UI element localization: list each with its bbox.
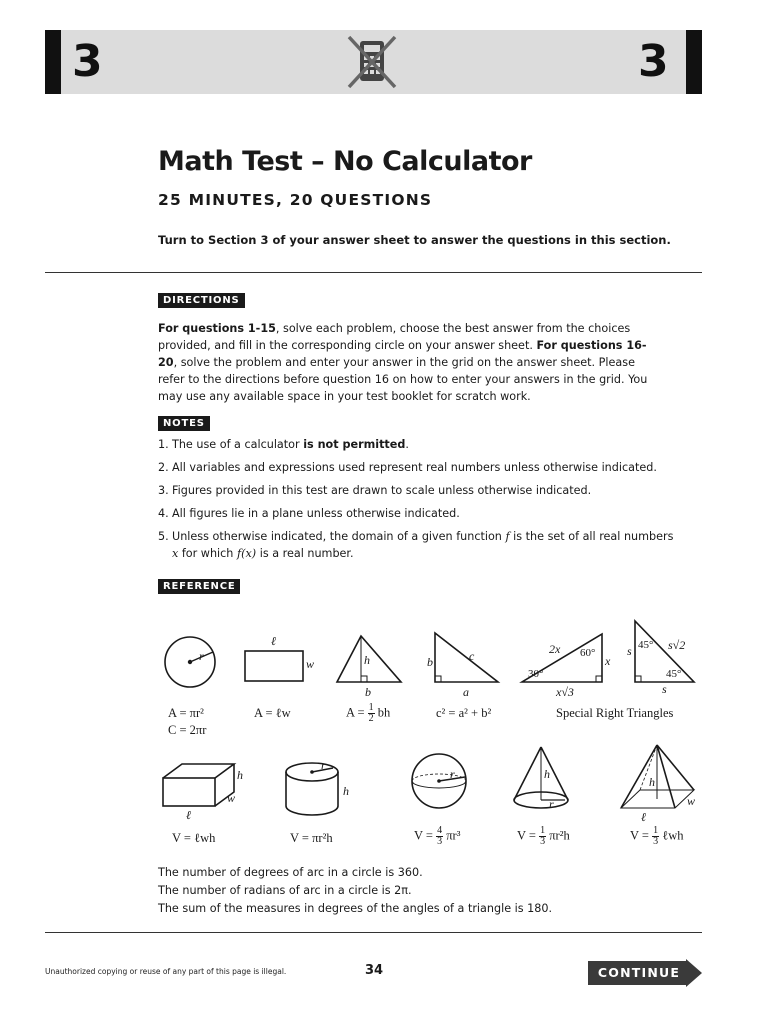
continue-button[interactable]: CONTINUE [597,965,681,980]
cone-volume-formula [517,826,570,847]
note-item [158,505,678,522]
rectangle-area-formula: A = ℓw [254,706,291,720]
label-r: r [549,797,554,811]
label-c: c [469,649,475,663]
formula-rhs: bh [377,705,391,720]
cylinder-volume-formula: V = πr²h [290,831,333,845]
label-w: w [687,794,696,808]
special-right-triangles-label: Special Right Triangles [556,706,674,720]
note-item [158,436,678,453]
label-45deg: 45° [638,639,654,651]
label-a: a [463,685,469,699]
reference-facts [158,864,552,918]
label-b: b [365,685,371,699]
note-number: 1. [158,438,169,451]
label-s: s [662,682,667,696]
note-5-x: x [172,547,179,560]
label-w: w [227,791,236,805]
fraction-denominator: 3 [653,836,659,847]
note-2-text: All variables and expressions used represent real numbers unless otherwise indicated. [172,461,657,474]
pythagorean-formula: c² = a² + b² [436,706,492,720]
formula-lhs: V = [414,828,433,843]
fact-line: The number of radians of arc in a circle is 2π. [158,884,412,897]
note-item [158,459,678,476]
fraction-numerator: 1 [368,702,374,713]
directions-q1-15: For questions 1-15 [158,322,276,335]
top-divider [45,272,702,273]
note-number: 2. [158,461,169,474]
fraction-numerator: 1 [540,825,546,836]
note-1-text: The use of a calculator [172,438,304,451]
directions-text-1: , solve each problem, choose the best answer from the choices provided, and fill in the corresponding circle on your answer sheet. [158,322,631,352]
directions-tag: DIRECTIONS [158,293,245,308]
label-w: w [306,657,315,671]
cone-figure [514,747,568,808]
fact-line: The number of degrees of arc in a circle is 360. [158,866,423,879]
label-r: r [321,758,326,772]
page-number: 34 [365,963,384,978]
box-volume-formula: V = ℓwh [172,831,216,845]
note-5-text-a: Unless otherwise indicated, the domain of a given function [172,530,506,543]
label-l: ℓ [271,634,276,648]
note-5-text-d: is a real number. [256,547,354,560]
note-number: 5. [158,530,169,543]
triangle-area-formula [346,703,390,724]
no-calculator-icon [343,33,401,91]
fraction-denominator: 3 [437,836,443,847]
header-left-bar [45,30,61,94]
circle-circumference-formula: C = 2πr [168,723,207,737]
sphere-volume-formula [414,826,460,847]
label-l: ℓ [186,808,191,822]
fraction [652,826,659,847]
label-h: h [649,775,655,789]
formula-rhs: πr²h [549,828,570,843]
directions-text [158,320,648,405]
fraction [368,703,375,724]
label-r: r [450,767,455,781]
rectangle-figure [245,651,303,681]
label-30deg: 30° [528,668,544,680]
pyramid-volume-formula [630,826,684,847]
reference-tag: REFERENCE [158,579,240,594]
label-h: h [237,768,243,782]
fraction-numerator: 4 [437,825,443,836]
notes-list [158,436,678,568]
label-b: b [427,655,433,669]
box-figure [163,764,234,806]
note-5-text-c: for which [178,547,237,560]
intro-instruction: Turn to Section 3 of your answer sheet to answer the questions in this section. [158,233,671,247]
formula-lhs: V = [630,828,649,843]
header-right-bar [686,30,702,94]
note-number: 3. [158,484,169,497]
note-5-f: f [505,530,510,543]
note-3-text: Figures provided in this test are drawn to scale unless otherwise indicated. [172,484,592,497]
label-s: s [627,644,632,658]
formula-rhs: ℓwh [662,828,684,843]
note-item [158,528,678,562]
formula-lhs: V = [517,828,536,843]
note-1-bold: is not permitted [303,438,406,451]
label-2x: 2x [549,642,561,656]
section-number-left: 3 [72,36,103,87]
bottom-divider [45,932,702,933]
copyright-notice: Unauthorized copying or reuse of any part of this page is illegal. [45,967,287,976]
label-x-root3: x√3 [556,685,574,699]
formula-lhs: A = [346,705,365,720]
label-r: r [199,649,204,663]
directions-q16-20: For questions 16-20 [158,339,647,369]
fraction [436,826,443,847]
label-x: x [605,654,611,668]
fraction-denominator: 2 [368,713,374,724]
label-45deg: 45° [666,668,682,680]
label-s-root2: s√2 [668,638,686,652]
fact-line: The sum of the measures in degrees of the angles of a triangle is 180. [158,902,553,915]
note-number: 4. [158,507,169,520]
note-1-end: . [405,438,409,451]
page-subtitle: 25 MINUTES, 20 QUESTIONS [158,191,433,209]
note-5-fx: f(x) [236,547,257,560]
label-h: h [343,784,349,798]
formula-rhs: πr³ [446,828,461,843]
right-triangle-figure [435,633,498,682]
page-title: Math Test – No Calculator [158,146,532,177]
notes-tag: NOTES [158,416,210,431]
directions-text-2: , solve the problem and enter your answer in the grid on the answer sheet. Please refer to the directions before question 16 on how to enter your answers in the grid. You may use any available space in your test booklet for scratch work. [158,356,648,403]
fraction-numerator: 1 [653,825,659,836]
note-item [158,482,678,499]
label-h: h [544,767,550,781]
pyramid-figure [621,745,694,808]
circle-area-formula: A = πr² [168,706,204,720]
fraction [539,826,546,847]
section-number-right: 3 [638,36,669,87]
note-4-text: All figures lie in a plane unless otherwise indicated. [172,507,460,520]
label-h: h [364,653,370,667]
note-5-text-b: is the set of all real numbers [509,530,674,543]
label-l: ℓ [641,810,646,824]
label-60deg: 60° [580,647,596,659]
fraction-denominator: 3 [540,836,546,847]
reference-figures [0,600,768,860]
